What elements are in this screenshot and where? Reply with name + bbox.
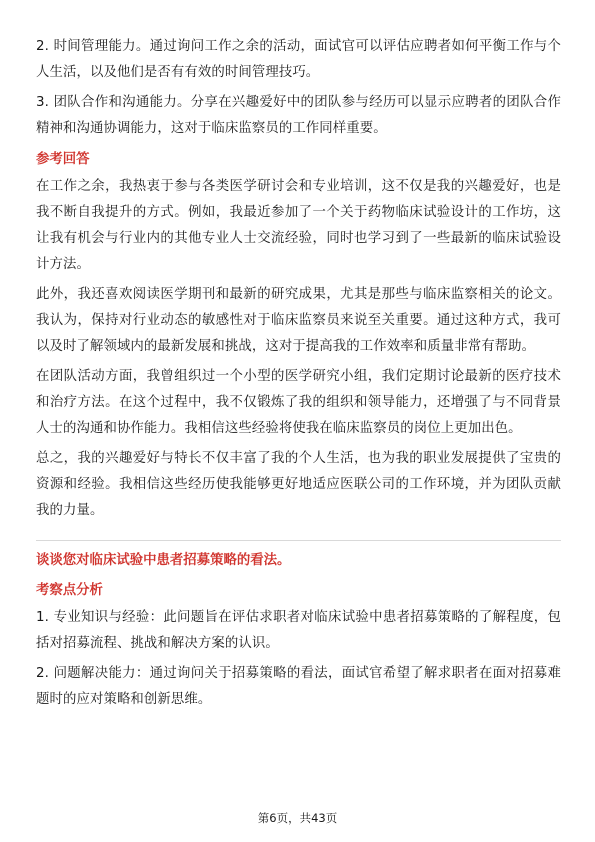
- page-number: 第6页，共43页: [257, 811, 338, 825]
- analysis-item-knowledge: 1. 专业知识与经验：此问题旨在评估求职者对临床试验中患者招募策略的了解程度，包括对招募流程、挑战和解决方案的认识。: [36, 610, 561, 651]
- answer-paragraph: 总之，我的兴趣爱好与特长不仅丰富了我的个人生活，也为我的职业发展提供了宝贵的资源和经验。我相信这些经历使我能够更好地适应医联公司的工作环境，并为团队贡献我的力量。: [36, 451, 561, 518]
- analysis-item-problem-solving: 2. 问题解决能力：通过询问关于招募策略的看法，面试官希望了解求职者在面对招募难题时的应对策略和创新思维。: [36, 666, 561, 707]
- answer-paragraph: 在团队活动方面，我曾组织过一个小型的医学研究小组，我们定期讨论最新的医疗技术和治疗方法。在这个过程中，我不仅锻炼了我的组织和领导能力，还增强了与不同背景人士的沟通和协作能力。我相信这些经验将使我在临床监察员的岗位上更加出色。: [36, 369, 561, 436]
- answer-paragraph: 在工作之余，我热衷于参与各类医学研讨会和专业培训，这不仅是我的兴趣爱好，也是我不断自我提升的方式。例如，我最近参加了一个关于药物临床试验设计的工作坊，这让我有机会与行业内的其他专业人士交流经验，同时也学习到了一些最新的临床试验设计方法。: [36, 179, 561, 272]
- answer-paragraph: 此外，我还喜欢阅读医学期刊和最新的研究成果，尤其是那些与临床监察相关的论文。我认为，保持对行业动态的敏感性对于临床监察员来说至关重要。通过这种方式，我可以及时了解领域内的最新发展和挑战，这对于提高我的工作效率和质量非常有帮助。: [36, 287, 561, 354]
- section-divider: [36, 540, 561, 541]
- question-title: 谈谈您对临床试验中患者招募策略的看法。: [36, 553, 291, 568]
- reference-answer-heading: 参考回答: [36, 152, 90, 167]
- document-body: [36, 34, 561, 717]
- analysis-heading: 考察点分析: [36, 583, 103, 598]
- evaluation-item-time-management: 2. 时间管理能力。通过询问工作之余的活动，面试官可以评估应聘者如何平衡工作与个人生活，以及他们是否有有效的时间管理技巧。: [36, 39, 561, 80]
- evaluation-item-teamwork: 3. 团队合作和沟通能力。分享在兴趣爱好中的团队参与经历可以显示应聘者的团队合作精神和沟通协调能力，这对于临床监察员的工作同样重要。: [36, 95, 561, 136]
